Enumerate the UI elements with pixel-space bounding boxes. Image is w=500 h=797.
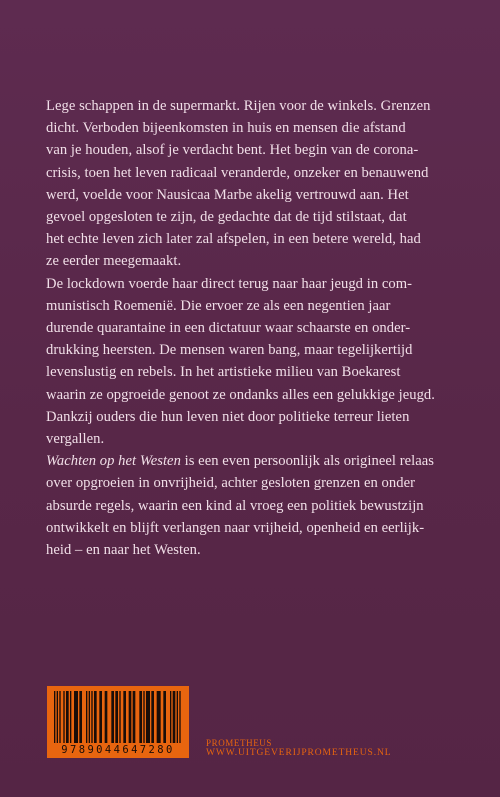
barcode-bar: [70, 691, 71, 743]
barcode-bar: [63, 691, 64, 743]
barcode-bar: [143, 691, 144, 743]
blurb-paragraph-3: [46, 450, 471, 561]
book-title: Wachten op het Westen: [46, 453, 181, 470]
text-line: crisis, toen het leven radicaal veranderde, onzeker en benauwend: [46, 164, 429, 181]
text-line: waarin ze opgroeide genoot ze ondanks alles een gelukkige jeugd.: [46, 386, 435, 403]
barcode-bar: [151, 691, 154, 743]
barcode-bar: [59, 691, 60, 743]
text-line: dicht. Verboden bijeenkomsten in huis en mensen die afstand: [46, 120, 406, 137]
barcode-bar: [89, 691, 90, 743]
blurb-text: [46, 95, 471, 561]
barcode-bar: [99, 691, 102, 743]
barcode-bars: [53, 691, 183, 743]
text-line: ontwikkelt en blijft verlangen naar vrijheid, openheid en eerlijk-: [46, 519, 425, 536]
text-line: absurde regels, waarin een kind al vroeg een politiek bewustzijn: [46, 497, 424, 514]
barcode-bar: [115, 691, 118, 743]
text-line: vergallen.: [46, 431, 105, 448]
text-line: heid – en naar het Westen.: [46, 542, 201, 559]
text-line: levenslustig en rebels. In het artistieke milieu van Boekarest: [46, 364, 401, 381]
text-fragment: is een even persoonlijk als origineel relaas: [180, 453, 435, 470]
text-line: werd, voelde voor Nausicaa Marbe akelig vertrouwd aan. Het: [46, 186, 409, 203]
text-line: De lockdown voerde haar direct terug naar haar jeugd in com-: [46, 275, 413, 292]
barcode-bar: [66, 691, 69, 743]
barcode-bar: [123, 691, 126, 743]
text-line: Dankzij ouders die hun leven niet door politieke terreur lieten: [46, 408, 410, 425]
barcode-bar: [179, 691, 180, 743]
barcode-bar: [133, 691, 136, 743]
barcode-bar: [111, 691, 114, 743]
text-line: durende quarantaine in een dictatuur waar schaarste en onder-: [46, 320, 411, 337]
barcode-bar: [91, 691, 92, 743]
barcode-bar: [170, 691, 171, 743]
barcode-bar: [86, 691, 87, 743]
barcode-bar: [119, 691, 120, 743]
barcode-bar: [57, 691, 58, 743]
text-line: [46, 450, 471, 472]
blurb-paragraph-1: [46, 95, 471, 273]
barcode-bar: [54, 691, 55, 743]
barcode-bar: [173, 691, 176, 743]
text-line: het echte leven zich later zal afspelen, in een betere wereld, had: [46, 231, 421, 248]
text-line: Lege schappen in de supermarkt. Rijen voor de winkels. Grenzen: [46, 98, 431, 114]
text-line: van je houden, alsof je verdacht bent. Het begin van de corona-: [46, 142, 419, 159]
publisher-logo: PROMETHEUS: [206, 738, 273, 748]
barcode: [47, 686, 189, 758]
publisher-website: WWW.UITGEVERIJPROMETHEUS.NL: [206, 748, 392, 758]
barcode-bar: [163, 691, 166, 743]
blurb-paragraph-2: [46, 273, 471, 451]
text-line: gevoel opgesloten te zijn, de gedachte dat de tijd stilstaat, dat: [46, 209, 407, 226]
barcode-bar: [139, 691, 142, 743]
barcode-bar: [105, 691, 108, 743]
text-line: over opgroeien in onvrijheid, achter gesloten grenzen en onder: [46, 475, 416, 492]
isbn-number: 9789044647280: [61, 744, 175, 756]
barcode-bar: [157, 691, 161, 743]
barcode-bar: [177, 691, 178, 743]
text-line: munistisch Roemenië. Die ervoer ze als een negentien jaar: [46, 297, 391, 314]
text-line: drukking heersten. De mensen waren bang, maar tegelijkertijd: [46, 342, 413, 359]
barcode-bar: [79, 691, 82, 743]
barcode-bar: [74, 691, 78, 743]
text-line: ze eerder meegemaakt.: [46, 253, 182, 270]
barcode-bar: [94, 691, 97, 743]
barcode-bar: [129, 691, 132, 743]
barcode-bar: [146, 691, 150, 743]
